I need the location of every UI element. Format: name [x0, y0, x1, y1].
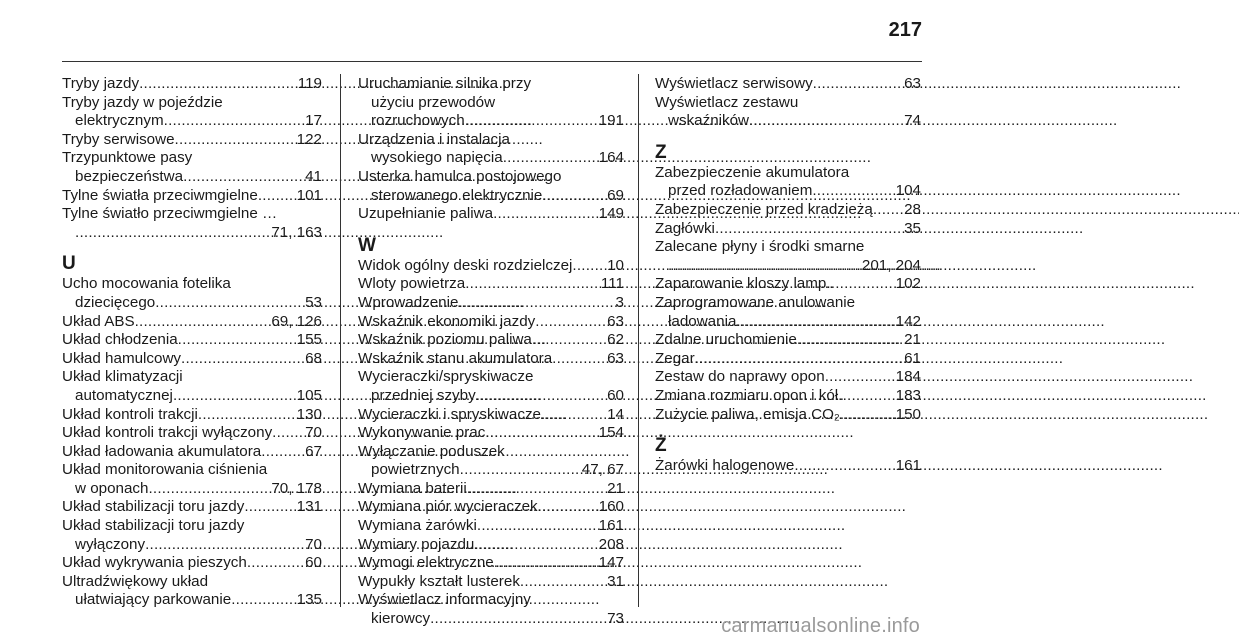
entry-page-ref[interactable]: 149 — [598, 205, 624, 223]
leader-dots — [520, 573, 606, 592]
entry-page-ref[interactable]: 53 — [305, 293, 322, 311]
entry-term: Wskaźnik ekonomiki jazdy — [358, 312, 536, 330]
index-entry — [655, 275, 921, 294]
entry-page-ref[interactable]: 70 — [305, 535, 322, 553]
entry-page-ref[interactable]: 47, 67 — [581, 461, 624, 479]
entry-term: Urządzenia i instalacja — [358, 130, 510, 148]
entry-page-ref[interactable]: 63 — [607, 312, 624, 330]
index-entry — [358, 443, 624, 480]
entry-term: Wymiana żarówki — [358, 517, 477, 535]
entry-term: użyciu przewodów — [371, 93, 496, 111]
index-entry — [358, 257, 624, 276]
entry-term: Zaparowanie kloszy lamp — [655, 275, 827, 293]
leader-dots — [465, 275, 600, 294]
index-entry — [655, 220, 921, 239]
entry-page-ref[interactable]: 135 — [296, 591, 322, 609]
entry-term: Tryby serwisowe — [62, 130, 175, 148]
entry-term: Zużycie paliwa, emisja CO₂ — [655, 405, 840, 423]
entry-page-ref[interactable]: 70 — [305, 424, 322, 442]
index-entry — [62, 350, 322, 369]
entry-term: automatycznej — [75, 386, 173, 404]
index-entry — [358, 554, 624, 573]
leader-dots — [178, 331, 296, 350]
section-letter: U — [62, 253, 76, 275]
entry-term: w oponach — [75, 479, 149, 497]
entry-page-ref[interactable]: 35 — [904, 219, 921, 237]
leader-dots — [493, 205, 598, 224]
leader-dots — [460, 461, 581, 480]
entry-term: Wycieraczki i spryskiwacze — [358, 405, 541, 423]
index-entry — [358, 131, 624, 168]
leader-dots — [75, 224, 270, 243]
index-column-1 — [62, 75, 322, 610]
leader-dots — [465, 112, 598, 131]
index-entry — [358, 424, 624, 443]
leader-dots — [145, 536, 304, 555]
entry-term: Wypukły kształt lusterek — [358, 572, 520, 590]
entry-term: przed rozładowaniem — [668, 182, 813, 200]
entry-term: Żarówki halogenowe — [655, 457, 795, 475]
entry-term: Tylne światło przeciwmgielne … — [62, 205, 278, 223]
leader-dots — [139, 75, 297, 94]
leader-dots — [535, 313, 606, 332]
entry-page-ref[interactable]: 61 — [904, 349, 921, 367]
index-entry — [62, 205, 322, 242]
index-column-3 — [655, 75, 921, 476]
leader-dots — [541, 406, 606, 425]
index-entry — [62, 406, 322, 425]
index-entry — [358, 75, 624, 131]
entry-term: Zabezpieczenie akumulatora — [655, 163, 850, 181]
section-letter: Z — [655, 141, 667, 163]
index-entry — [655, 331, 921, 350]
index-entry — [62, 94, 322, 131]
leader-dots — [458, 294, 614, 313]
entry-page-ref[interactable]: 3 — [615, 293, 624, 311]
entry-term: Wyświetlacz zestawu — [655, 93, 799, 111]
index-entry — [62, 443, 322, 462]
leader-dots — [715, 220, 903, 239]
leader-dots — [467, 480, 606, 499]
index-entry — [655, 294, 921, 331]
leader-dots — [825, 368, 895, 387]
entry-page-ref[interactable]: 142 — [895, 312, 921, 330]
entry-page-ref[interactable]: 105 — [296, 386, 322, 404]
index-entry — [358, 480, 624, 499]
entry-term: wskaźników — [668, 112, 750, 130]
entry-term: Zabezpieczenie przed kradzieżą — [655, 200, 873, 218]
index-entry — [358, 573, 624, 592]
entry-page-ref[interactable]: 69 — [607, 186, 624, 204]
leader-dots — [164, 112, 304, 131]
entry-term: Układ wykrywania pieszych — [62, 554, 247, 572]
entry-page-ref[interactable]: 74 — [904, 112, 921, 130]
leader-dots — [538, 498, 598, 517]
entry-term: bezpieczeństwa — [75, 167, 184, 185]
entry-term: Wyświetlacz serwisowy — [655, 75, 813, 92]
leader-dots — [552, 350, 606, 369]
watermark: carmanualsonline.info — [721, 615, 920, 637]
entry-term: Układ hamulcowy — [62, 349, 182, 367]
entry-term: Układ ładowania akumulatora — [62, 442, 262, 460]
leader-dots — [261, 443, 304, 462]
index-entry — [358, 517, 624, 536]
index-entry — [62, 517, 322, 554]
entry-page-ref[interactable]: 164 — [598, 149, 624, 167]
leader-dots — [736, 313, 894, 332]
entry-term: Układ chłodzenia — [62, 331, 178, 349]
index-entry — [62, 368, 322, 405]
entry-term: ładowania — [668, 312, 737, 330]
leader-dots — [695, 350, 903, 369]
header-rule — [62, 61, 922, 62]
entry-term: Zdalne uruchomienie — [655, 331, 797, 349]
entry-page-ref[interactable]: 63 — [607, 349, 624, 367]
index-entry — [62, 187, 322, 206]
entry-term: Usterka hamulca postojowego — [358, 167, 562, 185]
entry-term: Wymiana baterii — [358, 479, 467, 497]
leader-dots — [175, 131, 296, 150]
leader-dots — [430, 610, 606, 629]
index-entry — [655, 368, 921, 387]
leader-dots — [794, 457, 894, 476]
entry-page-ref[interactable]: 70, 178 — [271, 479, 322, 497]
index-entry — [655, 350, 921, 369]
leader-dots — [826, 275, 894, 294]
index-entry — [358, 205, 624, 224]
entry-term: Zestaw do naprawy opon — [655, 368, 825, 386]
index-entry — [655, 75, 921, 94]
leader-dots — [231, 591, 295, 610]
entry-term: Wskaźnik stanu akumulatora — [358, 349, 553, 367]
index-entry — [358, 536, 624, 555]
entry-term: Układ ABS — [62, 312, 135, 330]
entry-page-ref[interactable]: 208 — [598, 535, 624, 553]
leader-dots — [873, 201, 903, 220]
entry-page-ref[interactable]: 21 — [607, 479, 624, 497]
index-entry — [358, 331, 624, 350]
entry-term: Uzupełnianie paliwa — [358, 205, 494, 223]
entry-term: Wycieraczki/spryskiwacze — [358, 368, 534, 386]
section-letter: Ż — [655, 435, 667, 457]
entry-term: Trzypunktowe pasy — [62, 149, 193, 167]
entry-page-ref[interactable]: 63 — [904, 75, 921, 92]
entry-page-ref[interactable]: 147 — [598, 554, 624, 572]
entry-term: Zagłówki — [655, 219, 715, 237]
entry-term: Zalecane płyny i środki smarne — [655, 238, 865, 256]
entry-term: Uruchamianie silnika przy — [358, 75, 532, 92]
leader-dots — [135, 313, 271, 332]
entry-term: Układ klimatyzacji — [62, 368, 183, 386]
leader-dots — [272, 424, 304, 443]
leader-dots — [797, 331, 903, 350]
entry-page-ref[interactable]: 67 — [305, 442, 322, 460]
index-entry — [62, 461, 322, 498]
leader-dots — [668, 257, 861, 276]
entry-page-ref[interactable]: 62 — [607, 331, 624, 349]
entry-page-ref[interactable]: 155 — [296, 331, 322, 349]
entry-term: Zaprogramowane anulowanie — [655, 293, 856, 311]
entry-page-ref[interactable]: 161 — [598, 517, 624, 535]
entry-term: Wymogi elektryczne — [358, 554, 494, 572]
entry-term: Wyłączanie poduszek — [358, 442, 505, 460]
index-entry — [62, 131, 322, 150]
entry-term: Ucho mocowania fotelika — [62, 275, 231, 293]
section-letter: W — [358, 234, 376, 256]
entry-term: sterowanego elektrycznie — [371, 186, 543, 204]
leader-dots — [155, 294, 304, 313]
entry-page-ref[interactable]: 184 — [895, 368, 921, 386]
index-entry — [62, 75, 322, 94]
entry-page-ref[interactable]: 102 — [895, 275, 921, 293]
entry-page-ref[interactable]: 17 — [305, 112, 322, 130]
leader-dots — [244, 498, 295, 517]
index-entry — [62, 554, 322, 573]
index-entry — [358, 168, 624, 205]
entry-page-ref[interactable]: 150 — [895, 405, 921, 423]
entry-page-ref[interactable]: 119 — [297, 75, 322, 92]
entry-page-ref[interactable]: 160 — [598, 498, 624, 516]
entry-term: wysokiego napięcia — [371, 149, 503, 167]
leader-dots — [173, 387, 296, 406]
entry-page-ref[interactable]: 183 — [895, 386, 921, 404]
leader-dots — [474, 536, 597, 555]
leader-dots — [572, 257, 606, 276]
index-column-2 — [358, 75, 624, 629]
entry-term: Zegar — [655, 349, 695, 367]
index-entry — [655, 238, 921, 275]
index-entry — [655, 457, 921, 476]
leader-dots — [813, 75, 903, 94]
leader-dots — [749, 112, 903, 131]
entry-term: Wykonywanie prac — [358, 424, 486, 442]
entry-term: Układ stabilizacji toru jazdy — [62, 517, 245, 535]
index-entry — [358, 368, 624, 405]
entry-term: powietrznych — [371, 461, 460, 479]
entry-page-ref[interactable]: 60 — [607, 386, 624, 404]
index-entry — [62, 313, 322, 332]
leader-dots — [503, 149, 598, 168]
entry-page-ref[interactable]: 21 — [904, 331, 921, 349]
entry-page-ref[interactable]: 14 — [607, 405, 624, 423]
entry-term: dziecięcego — [75, 293, 156, 311]
entry-term: rozruchowych — [371, 112, 465, 130]
index-entry — [62, 573, 322, 610]
leader-dots — [542, 187, 606, 206]
leader-dots — [247, 554, 304, 573]
entry-page-ref[interactable]: 101 — [296, 186, 322, 204]
leader-dots — [476, 387, 606, 406]
entry-page-ref[interactable]: 60 — [305, 554, 322, 572]
entry-term: Układ kontroli trakcji — [62, 405, 198, 423]
entry-page-ref[interactable]: 111 — [600, 275, 624, 293]
index-entry — [655, 406, 921, 425]
entry-page-ref[interactable]: 10 — [607, 256, 624, 274]
entry-term: elektrycznym — [75, 112, 164, 130]
entry-page-ref[interactable]: 191 — [598, 112, 624, 130]
entry-term: wyłączony — [75, 535, 146, 553]
index-entry — [62, 498, 322, 517]
entry-term: Wymiary pojazdu — [358, 535, 475, 553]
entry-term: przedniej szyby — [371, 386, 476, 404]
entry-term: Ultradźwiękowy układ — [62, 572, 209, 590]
entry-term: Widok ogólny deski rozdzielczej — [358, 256, 573, 274]
leader-dots — [183, 168, 304, 187]
entry-term: Tryby jazdy w pojeździe — [62, 93, 223, 111]
entry-page-ref[interactable]: 201, 204 — [861, 256, 921, 274]
index-entry — [62, 275, 322, 312]
entry-term: Wymiana piór wycieraczek — [358, 498, 538, 516]
entry-page-ref[interactable]: 41 — [305, 167, 322, 185]
entry-term: Zmiana rozmiaru opon i kół — [655, 386, 839, 404]
entry-page-ref[interactable]: 161 — [895, 457, 921, 475]
entry-term: Układ kontroli trakcji wyłączony — [62, 424, 273, 442]
entry-term: Wprowadzenie — [358, 293, 459, 311]
entry-term: Wskaźnik poziomu paliwa — [358, 331, 532, 349]
index-entry — [655, 94, 921, 131]
index-entry — [655, 387, 921, 406]
leader-dots — [258, 187, 296, 206]
entry-term: Wloty powietrza — [358, 275, 466, 293]
entry-term: Układ stabilizacji toru jazdy — [62, 498, 245, 516]
leader-dots — [838, 387, 894, 406]
index-entry — [358, 275, 624, 294]
leader-dots — [198, 406, 296, 425]
index-entry — [655, 164, 921, 201]
entry-page-ref[interactable]: 28 — [904, 200, 921, 218]
index-entry — [358, 591, 624, 628]
leader-dots — [532, 331, 606, 350]
entry-term: kierowcy — [371, 610, 431, 628]
entry-term: Tryby jazdy — [62, 75, 140, 92]
index-entry — [358, 294, 624, 313]
page-number: 217 — [888, 19, 922, 41]
index-entry — [358, 350, 624, 369]
leader-dots — [485, 424, 597, 443]
entry-page-ref[interactable]: 130 — [296, 405, 322, 423]
entry-term: Wyświetlacz informacyjny — [358, 591, 531, 609]
index-entry — [358, 406, 624, 425]
entry-page-ref[interactable]: 71, 163 — [271, 223, 322, 241]
entry-page-ref[interactable]: 122 — [296, 130, 322, 148]
index-entry — [655, 201, 921, 220]
column-divider-1 — [340, 74, 341, 607]
index-entry — [358, 313, 624, 332]
leader-dots — [148, 480, 270, 499]
index-entry — [62, 424, 322, 443]
entry-page-ref[interactable]: 73 — [607, 610, 624, 628]
entry-page-ref[interactable]: 69, 126 — [271, 312, 322, 330]
entry-page-ref[interactable]: 68 — [305, 349, 322, 367]
entry-page-ref[interactable]: 131 — [296, 498, 322, 516]
entry-term: Układ monitorowania ciśnienia — [62, 461, 268, 479]
leader-dots — [812, 182, 894, 201]
entry-page-ref[interactable]: 154 — [598, 424, 624, 442]
index-entry — [358, 498, 624, 517]
leader-dots — [477, 517, 598, 536]
entry-term: Tylne światła przeciwmgielne — [62, 186, 258, 204]
index-entry — [62, 331, 322, 350]
column-divider-2 — [638, 74, 639, 607]
entry-page-ref[interactable]: 31 — [607, 572, 624, 590]
entry-page-ref[interactable]: 104 — [895, 182, 921, 200]
index-entry — [62, 149, 322, 186]
entry-term: ułatwiający parkowanie — [75, 591, 232, 609]
leader-dots — [494, 554, 598, 573]
leader-dots — [840, 406, 895, 425]
leader-dots — [181, 350, 304, 369]
